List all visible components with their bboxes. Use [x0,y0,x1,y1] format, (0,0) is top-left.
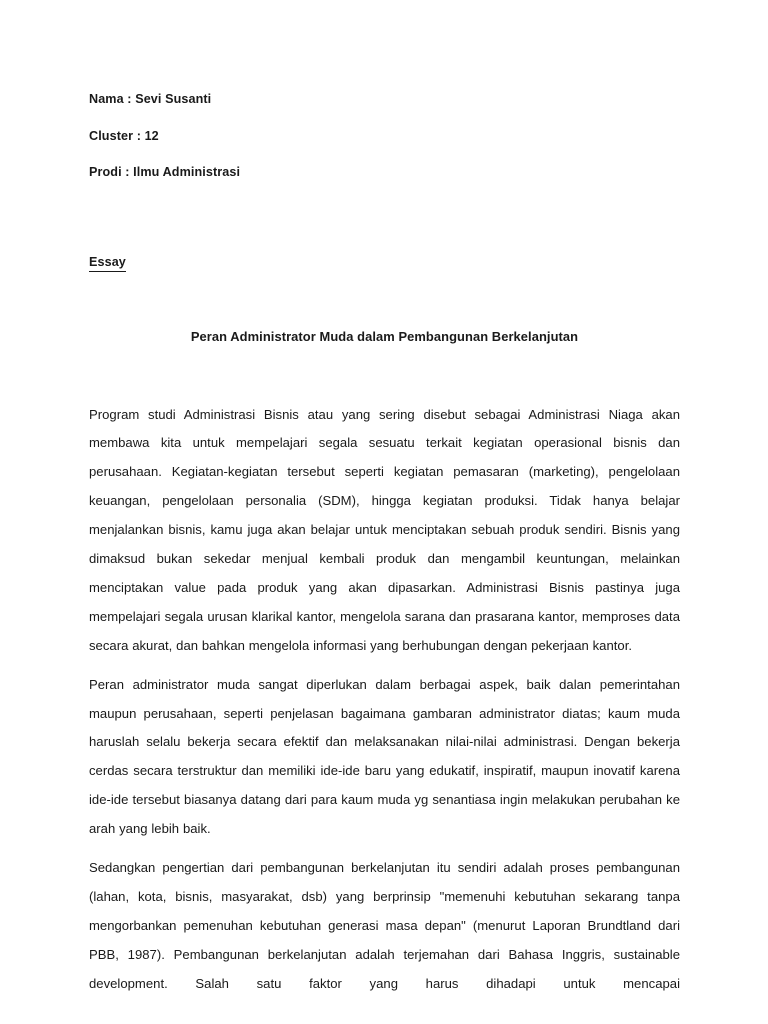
paragraph-2: Peran administrator muda sangat diperlukan dalam berbagai aspek, baik dalan pemerintahan maupun perusahaan, seperti penjelasan bagaimana gambaran administrator diatas; kaum muda haruslah selalu bekerja secara efektif dan melaksanakan nilai-nilai administrasi. Dengan bekerja cerdas secara terstruktur dan memiliki ide-ide baru yang edukatif, inspiratif, maupun inovatif karena ide-ide tersebut biasanya datang dari para kaum muda yg senantiasa ingin melakukan perubahan ke arah yang lebih baik. [89,676,680,837]
essay-section-label: Essay [89,255,126,272]
essay-body [89,401,680,999]
essay-label-row [89,202,680,272]
document-content [89,92,680,999]
program-study-line: Prodi : Ilmu Administrasi [89,165,241,179]
paragraph-1: Program studi Administrasi Bisnis atau yang sering disebut sebagai Administrasi Niaga akan membawa kita untuk mempelajari segala sesuatu terkait kegiatan operasional bisnis dan perusahaan. Kegiatan-kegiatan tersebut seperti kegiatan pemasaran (marketing), pengelolaan keuangan, pengelolaan personalia (SDM), hingga kegiatan produksi. Tidak hanya belajar menjalankan bisnis, kamu juga akan belajar untuk menciptakan sebuah produk sendiri. Bisnis yang dimaksud bukan sekedar menjual kembali produk dan mengambil keuntungan, melainkan menciptakan value pada produk yang akan dipasarkan. Administrasi Bisnis pastinya juga mempelajari segala urusan klarikal kantor, mengelola sarana dan prasarana kantor, memproses data secara akurat, dan bahkan mengelola informasi yang berhubungan dengan pekerjaan kantor. [89,406,680,653]
cluster-line: Cluster : 12 [89,128,159,143]
page-title: Peran Administrator Muda dalam Pembangunan Berkelanjutan [190,328,579,344]
author-name-line: Nama : Sevi Susanti [89,92,212,106]
paragraph-3: Sedangkan pengertian dari pembangunan berkelanjutan itu sendiri adalah proses pembangunan (lahan, kota, bisnis, masyarakat, dsb) yang berprinsip "memenuhi kebutuhan sekarang tanpa mengorbankan pemenuhan kebutuhan generasi masa depan" (menurut Laporan Brundtland dari PBB, 1987). Pembangunan berkelanjutan adalah terjemahan dari Bahasa Inggris, sustainable development. Salah satu faktor yang harus dihadapi untuk mencapai [89,860,680,991]
